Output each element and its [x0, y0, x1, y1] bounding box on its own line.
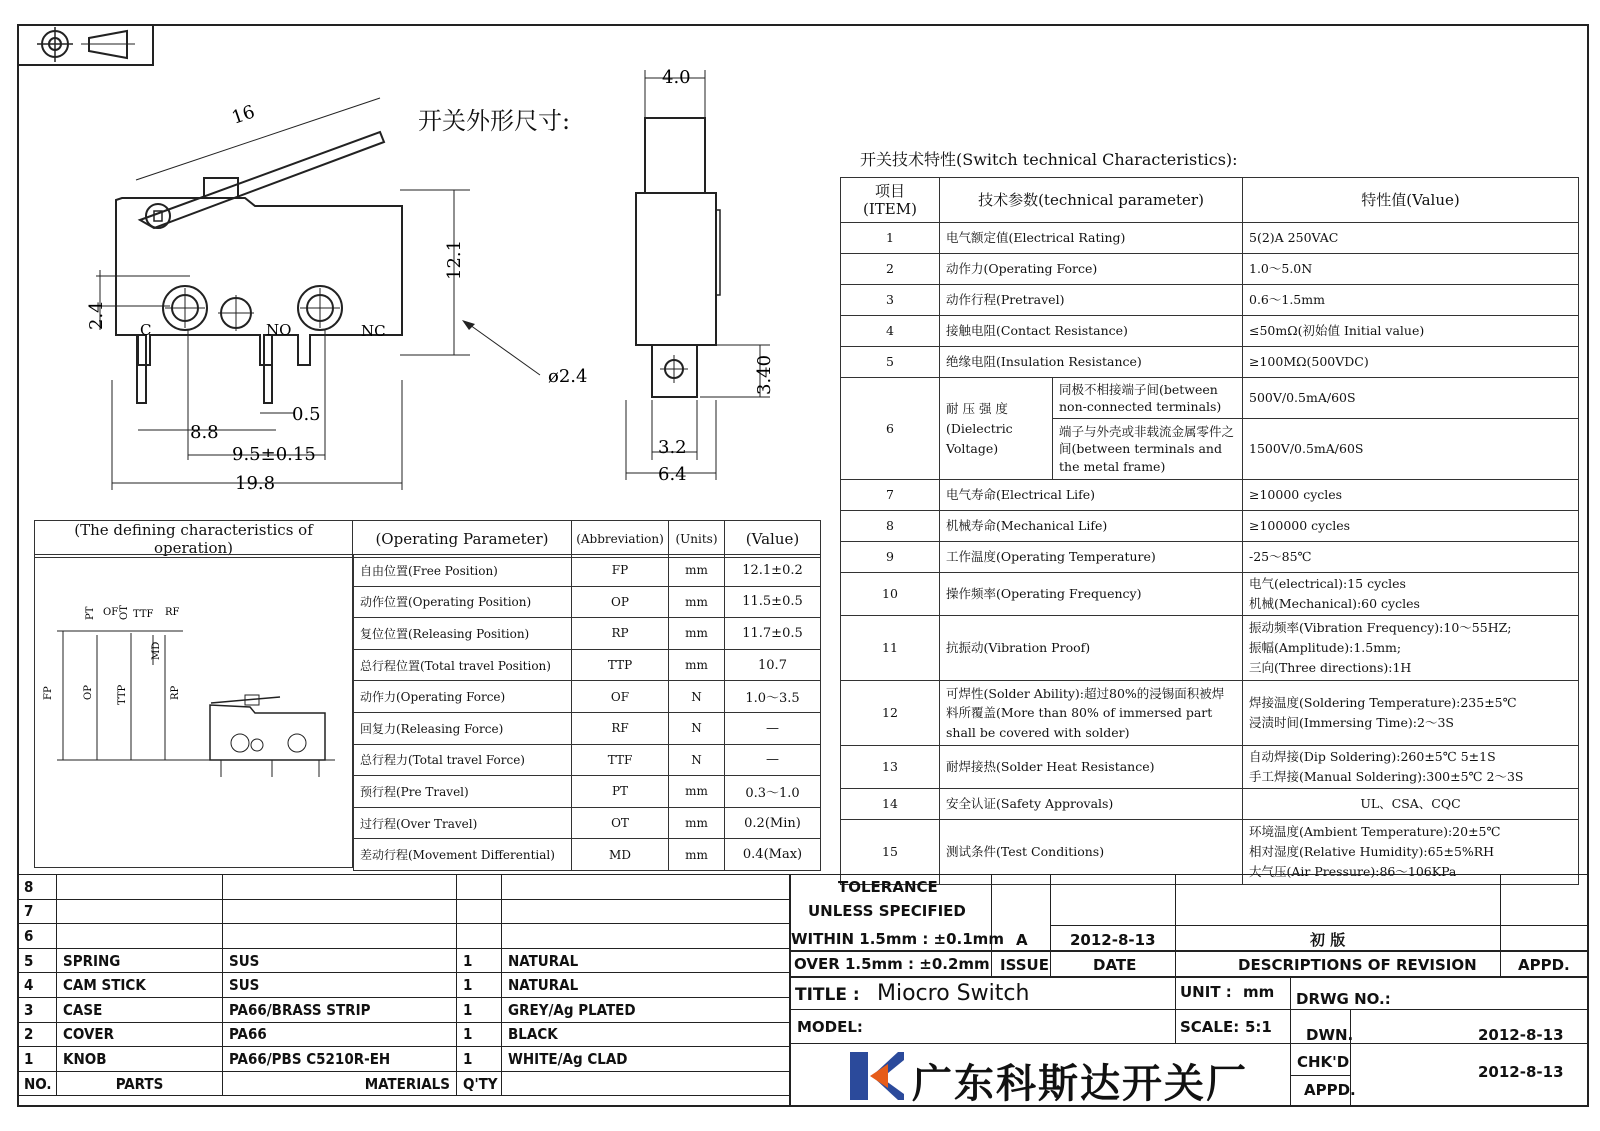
- part-finish: [502, 899, 790, 924]
- op-param: 过行程(Over Travel): [354, 807, 572, 839]
- tech-row-no: 14: [841, 789, 940, 820]
- dim-12-1: 12.1: [444, 239, 465, 280]
- op-unit: mm: [669, 807, 725, 839]
- part-no: 8: [18, 875, 57, 900]
- switch-side-view: [80, 80, 640, 500]
- rev-date: 2012-8-13: [1070, 931, 1156, 949]
- op-abbr: PT: [572, 776, 669, 808]
- part-qty: [457, 875, 502, 900]
- tech-row-param: 安全认证(Safety Approvals): [940, 789, 1243, 820]
- tech-row: [841, 285, 1579, 316]
- label-nc: NC: [361, 322, 386, 340]
- part-name: [57, 924, 223, 949]
- tech-row-value: ≥100000 cycles: [1243, 511, 1579, 542]
- op-illustration: [35, 555, 354, 869]
- op-unit: mm: [669, 839, 725, 871]
- tech-row-value: 焊接温度(Soldering Temperature):235±5℃ 浸渍时间(Immersing Time):2～3S: [1243, 681, 1579, 746]
- op-label-md: MD: [151, 641, 162, 660]
- part-material: MATERIALS: [223, 1071, 457, 1096]
- op-value: 11.7±0.5: [725, 618, 821, 650]
- part-qty: [457, 924, 502, 949]
- tech-row-no: 3: [841, 285, 940, 316]
- dim-phi-2-4: ø2.4: [548, 366, 588, 387]
- tech-row: [841, 254, 1579, 285]
- op-row: [354, 586, 821, 618]
- appd2-label: APPD.: [1304, 1081, 1356, 1099]
- dim-0-5: 0.5: [292, 404, 321, 425]
- tech-row-param: 操作频率(Operating Frequency): [940, 573, 1243, 616]
- title-label: TITLE :: [795, 985, 860, 1005]
- op-abbr: MD: [572, 839, 669, 871]
- part-qty: Q'TY: [457, 1071, 502, 1096]
- appd-label: APPD.: [1518, 956, 1570, 974]
- tech-row-param: 接触电阻(Contact Resistance): [940, 316, 1243, 347]
- part-no: 5: [18, 948, 57, 973]
- tech-row-no: 15: [841, 820, 940, 885]
- company-logo: [848, 1050, 906, 1102]
- op-unit: mm: [669, 555, 725, 587]
- op-label-fp: FP: [43, 686, 54, 700]
- part-no: 7: [18, 899, 57, 924]
- op-param: 差动行程(Movement Differential): [354, 839, 572, 871]
- op-head-char: (The defining characteristics of operation): [35, 521, 353, 558]
- op-value: 10.7: [725, 649, 821, 681]
- dim-3-40: 3.40: [754, 354, 775, 395]
- tech-row-value: 自动焊接(Dip Soldering):260±5℃ 5±1S 手工焊接(Manual Soldering):300±5℃ 2～3S: [1243, 746, 1579, 789]
- tech-row-no: 9: [841, 542, 940, 573]
- tech-row: [841, 511, 1579, 542]
- tech-row: [841, 616, 1579, 681]
- tech-row-param: 可焊性(Solder Ability):超过80%的浸锡面积被焊料所覆盖(More than 80% of immersed part shall be covered with solder): [940, 681, 1243, 746]
- part-name: [57, 875, 223, 900]
- part-finish: [502, 1071, 790, 1096]
- tech-row-no: 13: [841, 746, 940, 789]
- tech-row: [841, 746, 1579, 789]
- part-name: [57, 899, 223, 924]
- op-row: [354, 776, 821, 808]
- part-no: 3: [18, 997, 57, 1022]
- part-material: [223, 924, 457, 949]
- op-abbr: TTP: [572, 649, 669, 681]
- dim-4-0: 4.0: [662, 67, 691, 88]
- part-material: [223, 899, 457, 924]
- drwg-no: DRWG NO.:: [1296, 990, 1391, 1008]
- tol-within: WITHIN 1.5mm : ±0.1mm: [791, 930, 1004, 948]
- part-finish: [502, 924, 790, 949]
- switch-front-view: [620, 60, 800, 490]
- part-qty: 1: [457, 973, 502, 998]
- part-no: NO.: [18, 1071, 57, 1096]
- dim-2-4: 2.4: [86, 301, 107, 330]
- op-abbr: RF: [572, 712, 669, 744]
- dim-19-8: 19.8: [235, 473, 276, 494]
- tech-title: 开关技术特性(Switch technical Characteristics):: [860, 150, 1238, 169]
- op-param: 回复力(Releasing Force): [354, 712, 572, 744]
- tech-sub-param: 端子与外壳或非载流金属零件之间(between terminals and the metal frame): [1053, 419, 1243, 480]
- unit-label: UNIT :: [1180, 983, 1232, 1001]
- chkd-date: 2012-8-13: [1478, 1063, 1564, 1081]
- parts-row: [18, 875, 790, 900]
- tech-row-param: 机械寿命(Mechanical Life): [940, 511, 1243, 542]
- part-no: 1: [18, 1047, 57, 1072]
- op-unit: mm: [669, 776, 725, 808]
- op-abbr: OT: [572, 807, 669, 839]
- op-row: [354, 839, 821, 871]
- dim-6-4: 6.4: [658, 464, 687, 485]
- op-abbr: OF: [572, 681, 669, 713]
- tech-row: [841, 681, 1579, 746]
- op-unit: mm: [669, 618, 725, 650]
- drawing-title: 开关外形尺寸:: [418, 107, 571, 135]
- op-param: 动作位置(Operating Position): [354, 586, 572, 618]
- op-row: [354, 618, 821, 650]
- part-name: CASE: [57, 997, 223, 1022]
- op-header: [34, 520, 821, 558]
- tol-1: TOLERANCE: [838, 878, 938, 896]
- part-qty: [457, 899, 502, 924]
- tol-2: UNLESS SPECIFIED: [808, 902, 966, 920]
- op-param: 动作力(Operating Force): [354, 681, 572, 713]
- op-label-pt: PT: [85, 606, 96, 620]
- tech-row-param: 测试条件(Test Conditions): [940, 820, 1243, 885]
- part-name: CAM STICK: [57, 973, 223, 998]
- op-abbr: OP: [572, 586, 669, 618]
- unit-value: mm: [1243, 983, 1275, 1001]
- label-no: NO: [266, 321, 292, 339]
- tech-row-param: 动作行程(Pretravel): [940, 285, 1243, 316]
- tech-row-no: 4: [841, 316, 940, 347]
- op-value: 0.2(Min): [725, 807, 821, 839]
- company-name: 广东科斯达开关厂: [912, 1061, 1248, 1107]
- tech-row-value: ≤50mΩ(初始值 Initial value): [1243, 316, 1579, 347]
- part-qty: 1: [457, 1047, 502, 1072]
- tech-row-no: 2: [841, 254, 940, 285]
- tech-row-value: ≥10000 cycles: [1243, 480, 1579, 511]
- op-value: —: [725, 744, 821, 776]
- dim-9-5: 9.5±0.15: [232, 444, 316, 465]
- op-value: 11.5±0.5: [725, 586, 821, 618]
- dim-16: 16: [229, 101, 258, 129]
- projection-symbol: [17, 24, 154, 66]
- model-label: MODEL:: [797, 1018, 863, 1036]
- op-abbr: FP: [572, 555, 669, 587]
- part-material: PA66/PBS C5210R-EH: [223, 1047, 457, 1072]
- op-label-rp: RP: [170, 685, 181, 700]
- date-label: DATE: [1093, 956, 1137, 974]
- op-value: —: [725, 712, 821, 744]
- tech-row-param: 抗振动(Vibration Proof): [940, 616, 1243, 681]
- op-label-rf: RF: [165, 607, 180, 618]
- op-table: [353, 554, 821, 871]
- tech-row-value: 0.6～1.5mm: [1243, 285, 1579, 316]
- part-name: KNOB: [57, 1047, 223, 1072]
- part-material: [223, 875, 457, 900]
- parts-row: [18, 973, 790, 998]
- parts-row: [18, 924, 790, 949]
- dim-8-8: 8.8: [190, 422, 219, 443]
- op-row: [354, 649, 821, 681]
- part-material: SUS: [223, 973, 457, 998]
- op-unit: mm: [669, 649, 725, 681]
- tech-row-value: ≥100MΩ(500VDC): [1243, 347, 1579, 378]
- part-name: COVER: [57, 1022, 223, 1047]
- part-material: PA66: [223, 1022, 457, 1047]
- tech-row: [841, 223, 1579, 254]
- dim-3-2: 3.2: [658, 437, 687, 458]
- tech-head-param: 技术参数(technical parameter): [940, 178, 1243, 223]
- parts-row: [18, 899, 790, 924]
- rev-letter: A: [1016, 931, 1028, 949]
- drawing-name: Miocro Switch: [877, 981, 1030, 1006]
- tech-row-no: 12: [841, 681, 940, 746]
- tech-row-param: 动作力(Operating Force): [940, 254, 1243, 285]
- op-abbr: TTF: [572, 744, 669, 776]
- dwn-date: 2012-8-13: [1478, 1026, 1564, 1044]
- tech-row-param: 工作温度(Operating Temperature): [940, 542, 1243, 573]
- tech-row-param: 电气额定值(Electrical Rating): [940, 223, 1243, 254]
- op-head-abbr: (Abbreviation): [572, 521, 669, 558]
- tech-row-no: 10: [841, 573, 940, 616]
- tech-head-item: 项目 (ITEM): [841, 178, 940, 223]
- op-value: 12.1±0.2: [725, 555, 821, 587]
- parts-row: [18, 1022, 790, 1047]
- tech-row-value: 5(2)A 250VAC: [1243, 223, 1579, 254]
- op-param: 预行程(Pre Travel): [354, 776, 572, 808]
- dwn-label: DWN.: [1306, 1026, 1354, 1044]
- op-unit: mm: [669, 586, 725, 618]
- part-no: 4: [18, 973, 57, 998]
- op-param: 复位位置(Releasing Position): [354, 618, 572, 650]
- part-qty: 1: [457, 997, 502, 1022]
- parts-row: [18, 948, 790, 973]
- tech-row-param: 耐 压 强 度 (Dielectric Voltage): [940, 378, 1053, 480]
- tech-row: [841, 347, 1579, 378]
- op-label-op: OP: [83, 685, 94, 700]
- parts-row: [18, 1047, 790, 1072]
- part-material: PA66/BRASS STRIP: [223, 997, 457, 1022]
- op-unit: N: [669, 744, 725, 776]
- op-head-value: (Value): [725, 521, 821, 558]
- parts-table: [17, 874, 790, 1096]
- tech-row-value: 电气(electrical):15 cycles 机械(Mechanical):60 cycles: [1243, 573, 1579, 616]
- op-unit: N: [669, 712, 725, 744]
- part-finish: BLACK: [502, 1022, 790, 1047]
- tol-over: OVER 1.5mm : ±0.2mm: [794, 955, 990, 973]
- op-row: [354, 712, 821, 744]
- tech-row: [841, 316, 1579, 347]
- op-row: [354, 555, 821, 587]
- chkd-label: CHK'D: [1297, 1053, 1350, 1071]
- tech-row-no: 8: [841, 511, 940, 542]
- tech-head-value: 特性值(Value): [1243, 178, 1579, 223]
- label-c: C: [140, 321, 152, 339]
- op-unit: N: [669, 681, 725, 713]
- tech-row: [841, 573, 1579, 616]
- tech-row-param: 电气寿命(Electrical Life): [940, 480, 1243, 511]
- scale-value: 5:1: [1245, 1018, 1272, 1036]
- op-head-units: (Units): [669, 521, 725, 558]
- op-row: [354, 744, 821, 776]
- tech-row-value: 环境温度(Ambient Temperature):20±5℃ 相对湿度(Relative Humidity):65±5%RH 大气压(Air Pressure):86～106KPa: [1243, 820, 1579, 885]
- op-illustration-box: [34, 554, 353, 868]
- part-finish: NATURAL: [502, 973, 790, 998]
- tech-row-no: 1: [841, 223, 940, 254]
- tech-sub-param: 同极不相接端子间(between non-connected terminals): [1053, 378, 1243, 419]
- tech-row: [841, 542, 1579, 573]
- scale-label: SCALE:: [1180, 1018, 1240, 1036]
- op-value: 0.3～1.0: [725, 776, 821, 808]
- tech-row-value: 500V/0.5mA/60S: [1243, 378, 1579, 419]
- tech-row-no: 7: [841, 480, 940, 511]
- issue-label: ISSUE: [1000, 956, 1049, 974]
- tech-row-value: UL、CSA、CQC: [1243, 789, 1579, 820]
- parts-row: [18, 997, 790, 1022]
- part-no: 6: [18, 924, 57, 949]
- tech-row-value: -25～85℃: [1243, 542, 1579, 573]
- tech-table: [840, 177, 1579, 885]
- parts-row: [18, 1071, 790, 1096]
- part-finish: WHITE/Ag CLAD: [502, 1047, 790, 1072]
- tech-row-value: 1.0～5.0N: [1243, 254, 1579, 285]
- op-value: 1.0～3.5: [725, 681, 821, 713]
- tech-row: [841, 480, 1579, 511]
- part-no: 2: [18, 1022, 57, 1047]
- part-finish: GREY/Ag PLATED: [502, 997, 790, 1022]
- op-label-ttp: TTP: [117, 684, 128, 705]
- part-qty: 1: [457, 948, 502, 973]
- part-finish: NATURAL: [502, 948, 790, 973]
- op-abbr: RP: [572, 618, 669, 650]
- op-label-of: OF: [103, 607, 119, 618]
- tech-row-value: 1500V/0.5mA/60S: [1243, 419, 1579, 480]
- op-label-ot: OT: [119, 605, 130, 620]
- tech-row-no: 6: [841, 378, 940, 480]
- op-row: [354, 681, 821, 713]
- op-label-ttf: TTF: [133, 609, 154, 620]
- op-value: 0.4(Max): [725, 839, 821, 871]
- op-param: 自由位置(Free Position): [354, 555, 572, 587]
- part-name: SPRING: [57, 948, 223, 973]
- rev-desc: 初 版: [1310, 931, 1346, 949]
- tech-row: [841, 789, 1579, 820]
- part-material: SUS: [223, 948, 457, 973]
- tech-row-param: 绝缘电阻(Insulation Resistance): [940, 347, 1243, 378]
- op-head-param: (Operating Parameter): [353, 521, 572, 558]
- op-param: 总行程力(Total travel Force): [354, 744, 572, 776]
- tech-row-no: 11: [841, 616, 940, 681]
- part-qty: 1: [457, 1022, 502, 1047]
- part-name: PARTS: [57, 1071, 223, 1096]
- op-param: 总行程位置(Total travel Position): [354, 649, 572, 681]
- op-row: [354, 807, 821, 839]
- tech-row-no: 5: [841, 347, 940, 378]
- part-finish: [502, 875, 790, 900]
- desc-label: DESCRIPTIONS OF REVISION: [1238, 956, 1477, 974]
- tech-row-param: 耐焊接热(Solder Heat Resistance): [940, 746, 1243, 789]
- tech-row-value: 振动频率(Vibration Frequency):10～55HZ; 振幅(Amplitude):1.5mm; 三向(Three directions):1H: [1243, 616, 1579, 681]
